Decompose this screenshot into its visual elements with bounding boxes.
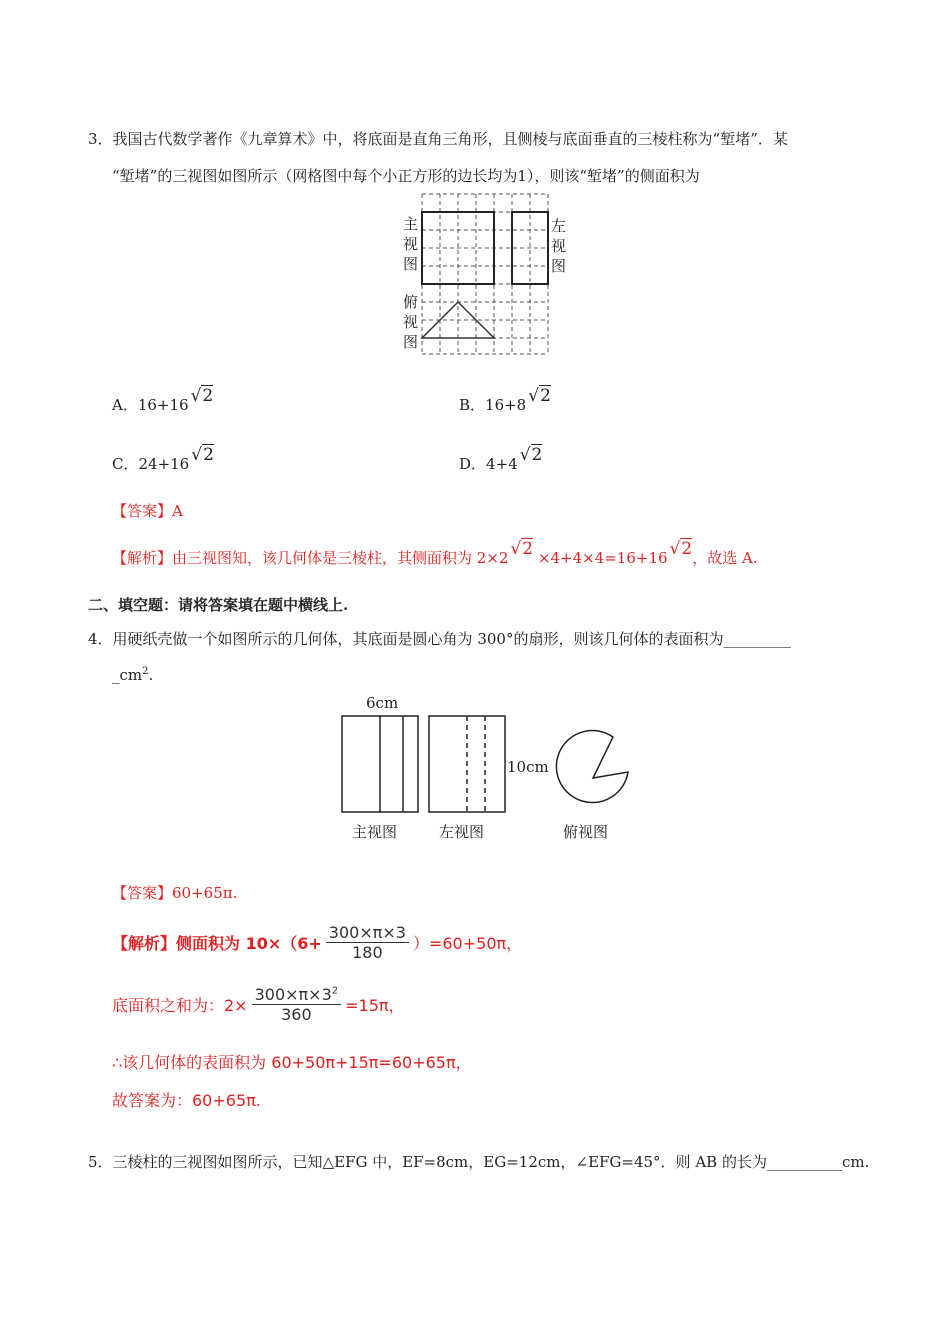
fraction [252,985,342,1024]
solution-text: ）=60+50π， [412,933,523,953]
radicand: 2 [531,445,543,465]
q3-answer: 【答案】A [112,502,183,520]
option-b-text: B．16+8 [459,396,527,414]
option-c [112,445,214,474]
numerator: 300×π×3 [326,923,409,943]
q4-solution-line4: 故答案为：60+65π. [112,1091,261,1110]
sqrt-symbol: √2 [528,386,551,406]
q3-line2: “堑堵”的三视图如图所示（网格图中每个小正方形的边长均为1），则该“堑堵”的侧面积为 [112,167,700,185]
radicand: 2 [202,386,214,406]
height-label: 10cm [507,758,549,776]
option-b [459,386,551,415]
analysis-part: ，故选 A. [692,549,758,567]
q4-line2 [112,666,153,684]
numerator [252,985,342,1005]
top-view-label: 俯视图 [403,293,419,351]
sqrt-symbol: √2 [519,445,543,465]
sqrt-symbol: √2 [190,386,214,406]
solution-text: 底面积之和为：2× [112,995,248,1015]
side-view-label: 左视图 [551,217,567,275]
sqrt-symbol: √2 [191,445,214,465]
q3-three-view-figure [400,192,560,357]
top-view-label: 俯视图 [563,823,609,841]
q3-analysis [112,539,758,568]
radicand: 2 [681,539,693,559]
fraction [326,923,409,962]
option-d [459,445,543,474]
analysis-part: 【解析】由三视图知，该几何体是三棱柱，其侧面积为 2×2 [112,549,509,567]
solution-text: 【解析】侧面积为 10×（6+ [112,933,322,953]
radicand: 2 [540,386,551,406]
sector-top-view [556,731,628,803]
superscript: 2 [331,985,339,997]
option-c-text: C．24+16 [112,455,190,473]
solution-text: =15π， [345,995,405,1015]
option-d-text: D．4+4 [459,455,518,473]
q4-line1: 4．用硬纸壳做一个如图所示的几何体，其底面是圆心角为 300°的扇形，则该几何体的表面积为_________ [88,630,791,648]
front-view-label: 主视图 [403,215,419,273]
front-view-label: 主视图 [352,823,398,841]
sqrt-symbol: √2 [510,539,534,559]
superscript: 2 [142,666,149,677]
q5-line1: 5．三棱柱的三视图如图所示，已知△EFG 中，EF=8cm，EG=12cm，∠EFG=45°．则 AB 的长为__________cm. [88,1153,870,1171]
numerator-text: 300×π×3 [254,984,332,1004]
radicand: 2 [522,539,534,559]
q4-three-view-figure [338,712,638,818]
section-title: 二、填空题：请将答案填在题中横线上. [88,596,349,614]
q4-answer: 【答案】60+65π. [112,884,238,902]
option-a-text: A．16+16 [112,396,189,414]
sqrt-symbol: √2 [669,539,693,559]
q4-solution-line3: ∴该几何体的表面积为 60+50π+15π=60+65π， [112,1053,472,1072]
q3-line1: 3．我国古代数学著作《九章算术》中，将底面是直角三角形，且侧棱与底面垂直的三棱柱称为“堑堵”．某 [88,130,788,148]
width-label: 6cm [366,694,399,712]
q4-solution-line1 [112,914,522,970]
analysis-part: ×4+4×4=16+16 [537,549,668,567]
denominator: 180 [352,942,383,962]
q4-line2-end: . [148,666,154,684]
q4-solution-line2 [112,976,405,1032]
q4-line2-text: _cm [112,666,143,684]
radicand: 2 [203,445,214,465]
side-view-label: 左视图 [439,823,485,841]
option-a [112,386,214,415]
denominator: 360 [281,1004,312,1024]
